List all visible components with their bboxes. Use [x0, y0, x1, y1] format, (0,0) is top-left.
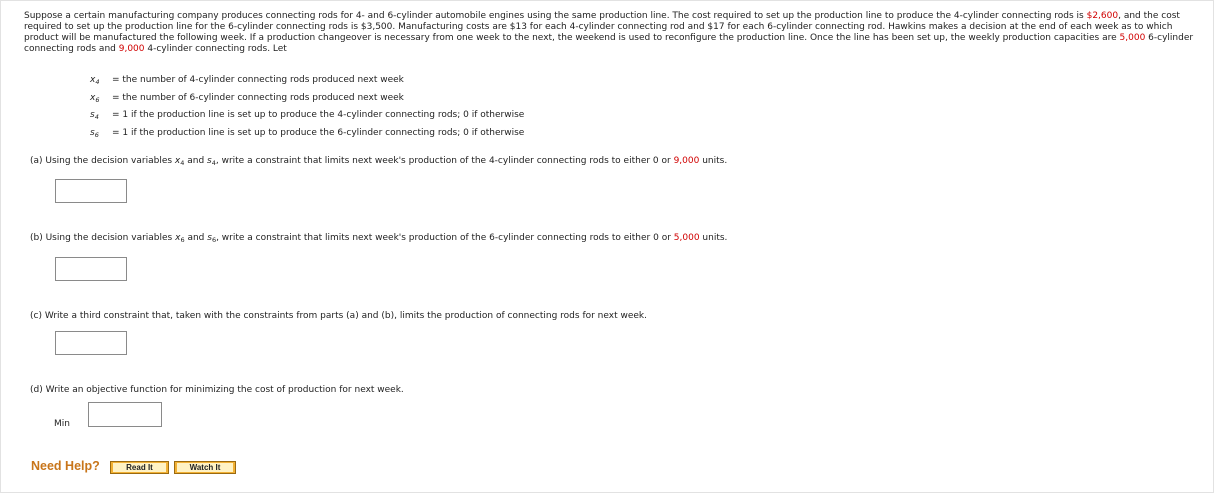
watch-it-button[interactable] [174, 461, 236, 474]
question-d: (d) Write an objective function for minimizing the cost of production for next week. [30, 385, 404, 395]
question-a: (a) Using the decision variables $x_4$ and $s_4$, write a constraint that limits next week's production of the 4-cylinder connecting rods to either 0 or 9,000 units. [30, 156, 728, 167]
question-c: (c) Write a third constraint that, taken with the constraints from parts (a) and (b), limits the production of connecting rods for next week. [30, 311, 647, 321]
limit-value-b: 5,000 [673, 233, 700, 243]
definition-text: = 1 if the production line is set up to produce the 6-cylinder connecting rods; 0 if otherwise [112, 127, 525, 138]
definition-x6 [90, 92, 524, 110]
definition-s4 [90, 109, 524, 127]
variable-symbol: $s_6$ [90, 127, 99, 139]
capacity-6cyl: 5,000 [1119, 33, 1146, 43]
definition-text: = 1 if the production line is set up to produce the 4-cylinder connecting rods; 0 if otherwise [112, 110, 525, 120]
definition-text: = the number of 6-cylinder connecting rods produced next week [112, 92, 404, 103]
intro-text-1: Suppose a certain manufacturing company produces connecting rods for 4- and 6-cylinder automobile engines using the same production line. The cost required to set up the production line to produce the 4-cylinder connecting rods is [24, 11, 1087, 21]
answer-c-input[interactable] [55, 331, 127, 355]
definition-s6 [90, 127, 524, 145]
setup-cost-4cyl: $2,600 [1086, 11, 1119, 21]
variable-symbol: $s_4$ [90, 110, 99, 121]
question-b: (b) Using the decision variables $x_6$ and $s_6$, write a constraint that limits next week's production of the 6-cylinder connecting rods to either 0 or 5,000 units. [30, 233, 728, 244]
need-help-label: Need Help? [31, 459, 100, 473]
intro-text-4: 4-cylinder connecting rods. Let [144, 44, 287, 54]
limit-value-a: 9,000 [673, 156, 700, 166]
min-label: Min [54, 419, 70, 429]
answer-b-input[interactable] [55, 257, 127, 281]
read-it-label: Read It [113, 463, 166, 472]
watch-it-label: Watch It [177, 463, 233, 472]
read-it-button[interactable] [110, 461, 169, 474]
definition-x4 [90, 74, 524, 92]
problem-statement [24, 11, 1196, 55]
variable-symbol: $x_6$ [90, 92, 100, 104]
intro-text-3: 6-cylinder connecting rods and [24, 33, 1194, 54]
answer-a-input[interactable] [55, 179, 127, 203]
objective-function-input[interactable] [88, 402, 162, 427]
intro-text-2: , and the cost required to set up the production line for the 6-cylinder connecting rods is $3,500. Manufacturing costs are $13 for each 4-cylinder connecting rod and $17 for each 6-cylinder connecting rod. Hawkins makes a decision at the end of each week as to which product will be manufactured the following week. If a production changeover is necessary from one week to the next, the weekend is used to reconfigure the production line. Once the line has been set up, the weekly production capacities are [24, 11, 1180, 43]
variable-symbol: $x_4$ [90, 75, 100, 86]
variable-definitions [90, 74, 524, 144]
definition-text: = the number of 4-cylinder connecting rods produced next week [112, 75, 404, 85]
capacity-4cyl: 9,000 [118, 44, 145, 54]
